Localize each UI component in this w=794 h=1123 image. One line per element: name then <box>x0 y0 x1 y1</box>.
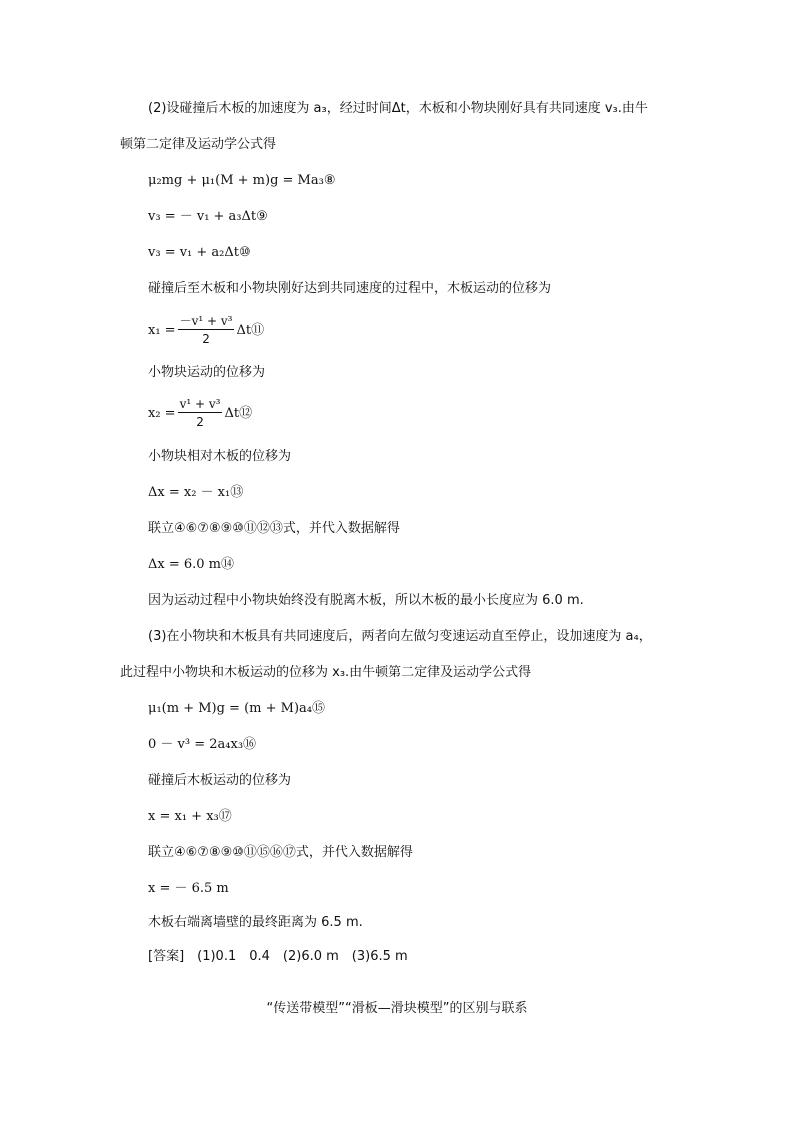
paragraph-part2-line1: (2)设碰撞后木板的加速度为 a₃，经过时间Δt，木板和小物块刚好具有共同速度 v₃.由牛 <box>148 101 648 116</box>
equation-9: v₃ = － v₁ + a₃Δt⑨ <box>148 209 268 224</box>
paragraph-part2-line2: 顿第二定律及运动学公式得 <box>120 137 277 152</box>
equation-8: μ₂mg + μ₁(M + m)g = Ma₃⑧ <box>148 173 336 188</box>
equation-12-denominator: 2 <box>196 415 204 429</box>
equation-11-denominator: 2 <box>202 332 210 346</box>
paragraph-min-length-conclusion: 因为运动过程中小物块始终没有脱离木板，所以木板的最小长度应为 6.0 m. <box>148 593 584 608</box>
equation-12-tail: Δt⑫ <box>224 406 253 421</box>
paragraph-combine-2: 联立④⑥⑦⑧⑨⑩⑪⑮⑯⑰式，并代入数据解得 <box>148 845 413 860</box>
equation-12 <box>148 396 252 431</box>
section-heading: “传送带模型”“滑板—滑块模型”的区别与联系 <box>266 1001 528 1016</box>
paragraph-part3-line2: 此过程中小物块和木板运动的位移为 x₃.由牛顿第二定律及运动学公式得 <box>120 665 532 680</box>
equation-11-tail: Δt⑪ <box>236 323 265 338</box>
equation-13: Δx = x₂ － x₁⑬ <box>148 485 244 500</box>
paragraph-combine-1: 联立④⑥⑦⑧⑨⑩⑪⑫⑬式，并代入数据解得 <box>148 521 400 536</box>
equation-12-numerator: v¹ + v³ <box>179 397 221 411</box>
equation-12-lhs: x₂ = <box>148 406 176 421</box>
equation-14: Δx = 6.0 m⑭ <box>148 557 235 572</box>
paragraph-board-displacement-intro: 碰撞后至木板和小物块刚好达到共同速度的过程中，木板运动的位移为 <box>148 281 552 296</box>
paragraph-relative-displacement: 小物块相对木板的位移为 <box>148 449 292 464</box>
equation-12-fraction <box>178 396 223 431</box>
equation-17: x = x₁ + x₃⑰ <box>148 809 232 824</box>
answer-line: [答案] (1)0.1 0.4 (2)6.0 m (3)6.5 m <box>148 949 408 964</box>
equation-16: 0 － v³ = 2a₄x₃⑯ <box>148 737 257 752</box>
equation-result: x = － 6.5 m <box>148 881 229 896</box>
equation-11 <box>148 313 264 348</box>
equation-11-lhs: x₁ = <box>148 323 176 338</box>
paragraph-final-distance: 木板右端离墙壁的最终距离为 6.5 m. <box>148 915 363 930</box>
paragraph-block-displacement: 小物块运动的位移为 <box>148 365 266 380</box>
equation-15: μ₁(m + M)g = (m + M)a₄⑮ <box>148 701 325 716</box>
equation-11-fraction <box>178 313 235 348</box>
equation-10: v₃ = v₁ + a₂Δt⑩ <box>148 245 251 260</box>
paragraph-board-displacement: 碰撞后木板运动的位移为 <box>148 773 292 788</box>
equation-11-numerator: －v¹ + v³ <box>179 314 233 328</box>
paragraph-part3-line1: (3)在小物块和木板具有共同速度后，两者向左做匀变速运动直至停止，设加速度为 a₄， <box>148 629 652 644</box>
